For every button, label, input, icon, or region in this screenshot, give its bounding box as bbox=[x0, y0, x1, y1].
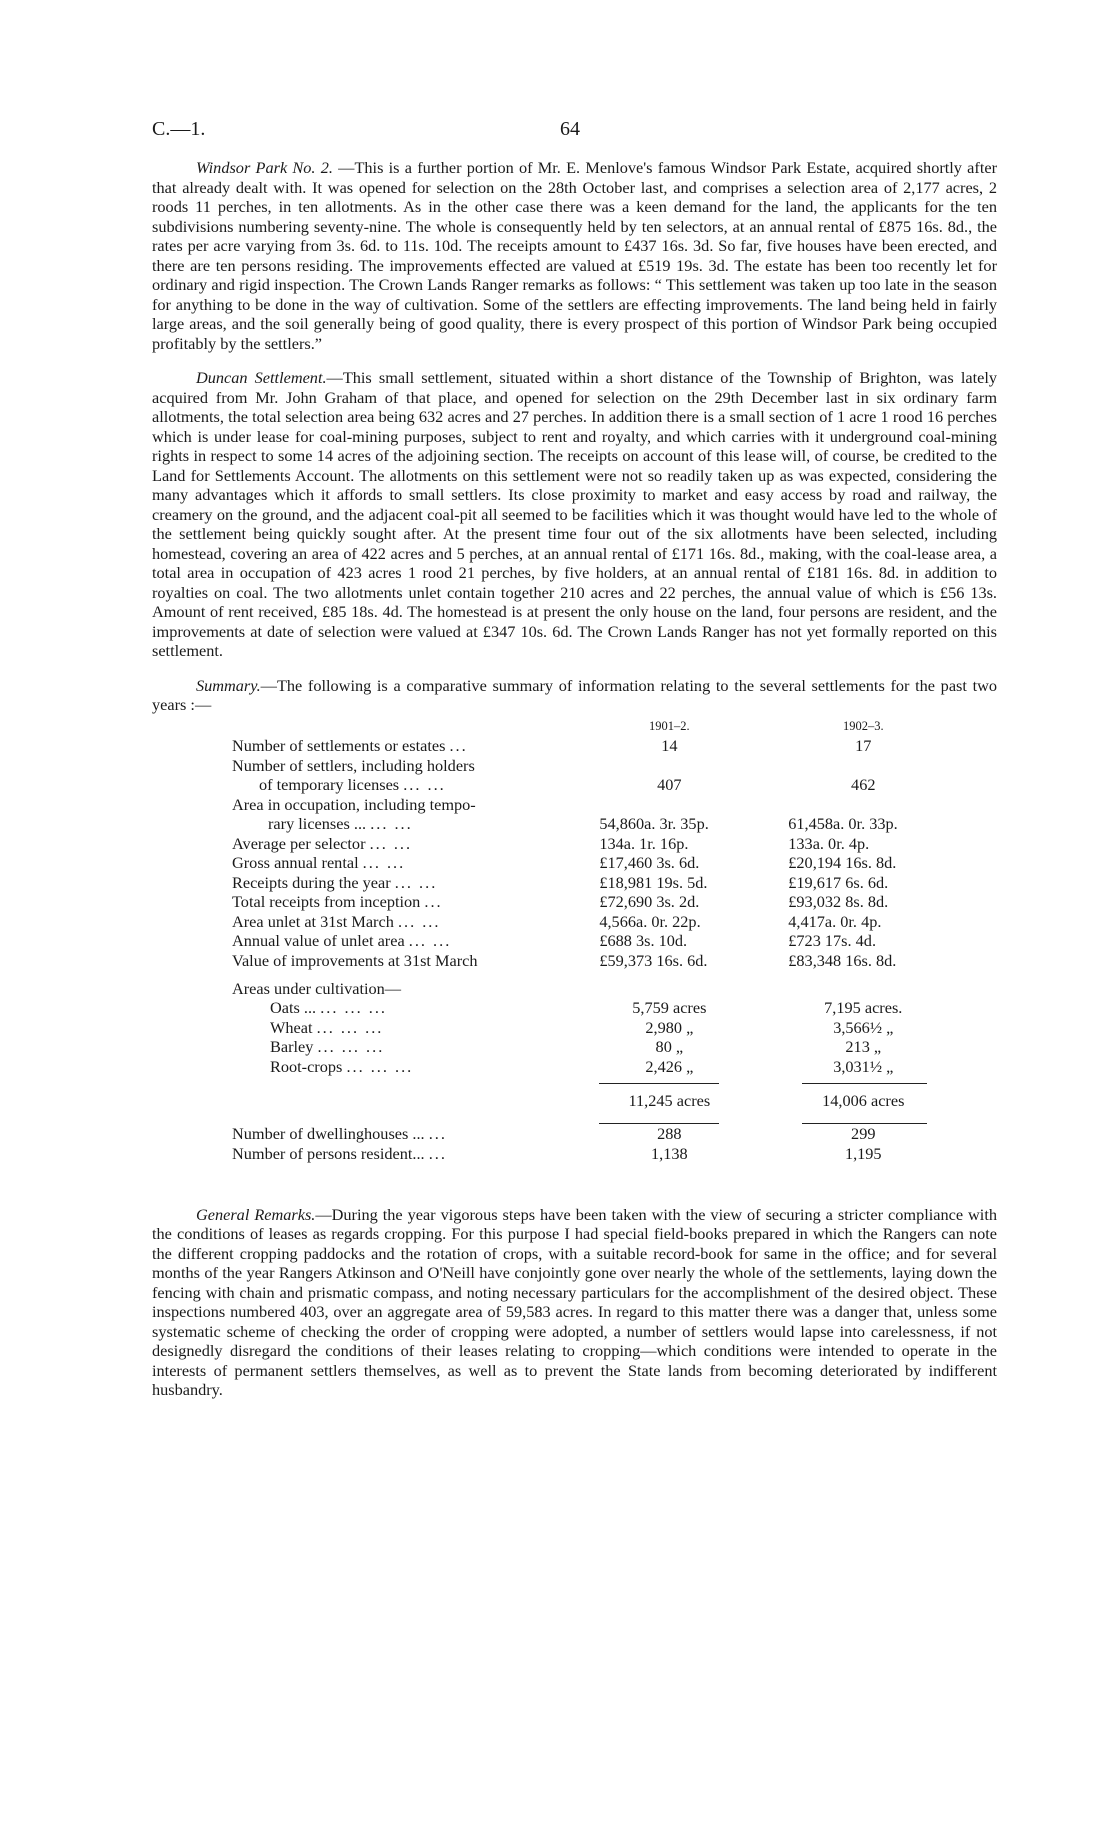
document-page bbox=[152, 118, 997, 1400]
crop-value-1901: 5,759 acres bbox=[632, 998, 707, 1017]
row-label: Number of dwellinghouses ... bbox=[232, 1124, 425, 1143]
table-row bbox=[232, 873, 997, 893]
row-dots: ... ... bbox=[369, 833, 413, 853]
value-1901: £17,460 3s. 6d. bbox=[599, 853, 700, 872]
table-row bbox=[232, 814, 997, 834]
value-1901: 14 bbox=[661, 736, 678, 755]
row-dots: ... ... ... bbox=[316, 1017, 384, 1037]
row-dots: ... ... bbox=[408, 931, 452, 950]
row-label: rary licenses ... bbox=[268, 814, 367, 833]
value-1902: £20,194 16s. 8d. bbox=[788, 853, 897, 872]
paragraph-text: —This is a further portion of Mr. E. Menlove's famous Windsor Park Estate, acquired shortly after that already dealt with. It was opened for selection on the 28th October last, and comprises a selection area of 2,177 acres, 2 roods 11 perches, in ten allotments. As in the other case there was a keen demand for the land, the applicants for the ten subdivisions numbering seventy-nine. The whole is consequently held by ten selectors, at an annual rental of £875 16s. 8d., the rates per acre varying from 3s. 6d. to 11s. 10d. The receipts amount to £437 16s. 3d. So far, five houses have been erected, and there are ten persons residing. The improvements effected are valued at £519 19s. 3d. The estate has been too recently let for ordinary and rigid inspection. The Crown Lands Ranger remarks as follows: “ This settlement was taken up too late in the season for anything to be done in the way of cultivation. Some of the settlers are effecting improvements. The land being held in fairly large areas, and the soil generally being of good quality, there is every prospect of this portion of Windsor Park being occupied profitably by the settlers.” bbox=[152, 158, 998, 353]
summary-table-wrapper bbox=[152, 715, 997, 1205]
row-label: Number of settlements or estates bbox=[232, 736, 446, 755]
summary-table bbox=[232, 717, 997, 1164]
paragraph-duncan-settlement bbox=[152, 368, 997, 661]
row-dots: ... ... bbox=[397, 911, 441, 931]
value-1902: £19,617 6s. 6d. bbox=[788, 872, 889, 892]
row-label: Receipts during the year bbox=[232, 872, 391, 892]
crop-value-1902: 7,195 acres. bbox=[824, 998, 903, 1017]
crop-row bbox=[232, 998, 997, 1018]
table-row bbox=[232, 912, 997, 932]
total-row bbox=[232, 1084, 997, 1110]
total-1902: 14,006 acres bbox=[822, 1090, 905, 1110]
crop-value-1902: 3,031½ „ bbox=[833, 1056, 894, 1076]
paragraph-windsor-park bbox=[152, 158, 997, 353]
value-1901: 54,860a. 3r. 35p. bbox=[599, 814, 709, 833]
crop-row bbox=[232, 1057, 997, 1077]
crop-value-1902: 3,566½ „ bbox=[833, 1017, 894, 1037]
value-1901: 134a. 1r. 16p. bbox=[599, 833, 689, 853]
table-row bbox=[232, 951, 997, 971]
row-label: Area unlet at 31st March bbox=[232, 911, 394, 931]
row-label: Gross annual rental bbox=[232, 853, 359, 872]
crop-value-1901: 2,980 „ bbox=[645, 1017, 694, 1037]
total-rule-row bbox=[232, 1110, 997, 1124]
year-heading-1901: 1901–2. bbox=[649, 718, 690, 733]
table-row bbox=[232, 736, 997, 756]
row-dots: ... ... ... bbox=[317, 1037, 385, 1056]
row-dots: ... ... bbox=[403, 775, 446, 794]
total-rule-row bbox=[232, 1076, 997, 1084]
row-dots: ... ... ... bbox=[346, 1056, 414, 1076]
row-dots: ... ... ... bbox=[320, 998, 387, 1017]
table-row bbox=[232, 931, 997, 951]
table-row bbox=[232, 892, 997, 912]
row-dots: ... bbox=[424, 892, 443, 911]
row-label: Annual value of unlet area bbox=[232, 931, 405, 950]
paragraph-title: Duncan Settlement. bbox=[196, 368, 327, 387]
section-code: C.—1. bbox=[152, 118, 206, 140]
table-row bbox=[232, 795, 997, 815]
paragraph-text: —This small settlement, situated within a short distance of the Township of Brighton, was lately acquired from Mr. John Graham of that place, and opened for selection on the 29th December last in six ordinary farm allotments, the total selection area being 632 acres and 27 perches. In addition there is a small section of 1 acre 1 rood 16 perches which is under lease for coal-mining purposes, subject to rent and royalty, and which carries with it underground coal-mining rights in respect to some 14 acres of the adjoining section. The receipts on account of this lease will, of course, be credited to the Land for Settlements Account. The allotments on this settlement were not so readily taken up as was expected, considering the many advantages which it affords to small settlers. Its close proximity to market and easy access by road and railway, the creamery on the ground, and the adjacent coal-pit all seemed to be facilities which it was thought would have led to the whole of the settlement being quickly sought after. At the present time four out of the six allotments have been selected, including homestead, covering an area of 422 acres and 5 perches, at an annual rental of £171 16s. 8d., making, with the coal-lease area, a total area in occupation of 423 acres 1 rood 21 perches, by five holders, at an annual rental of £181 16s. 8d. in addition to royalties on coal. The two allotments unlet contain together 210 acres and 22 perches, the annual value of which is £56 13s. Amount of rent received, £85 18s. 4d. The homestead is at present the only house on the land, four persons are resident, and the improvements at date of selection were valued at £347 10s. 6d. The Crown Lands Ranger has not yet formally reported on this settlement. bbox=[152, 368, 998, 660]
crop-value-1902: 213 „ bbox=[845, 1037, 882, 1056]
crop-label: Oats ... bbox=[270, 998, 317, 1017]
row-label: Area in occupation, including tempo- bbox=[232, 794, 476, 814]
page-header bbox=[152, 118, 997, 158]
value-1901: 4,566a. 0r. 22p. bbox=[599, 911, 701, 931]
value-1902: 462 bbox=[851, 775, 876, 794]
row-dots: ... bbox=[428, 1124, 447, 1143]
crop-value-1901: 80 „ bbox=[655, 1037, 684, 1056]
value-1902: 133a. 0r. 4p. bbox=[788, 833, 870, 853]
row-dots: ... bbox=[449, 736, 468, 755]
row-dots: ... ... bbox=[370, 814, 413, 833]
table-row bbox=[232, 1124, 997, 1144]
value-1901: 407 bbox=[657, 775, 682, 794]
table-header-row bbox=[232, 717, 997, 737]
paragraph-text: —The following is a comparative summary of information relating to the several settlements for the past two years :— bbox=[152, 675, 997, 714]
page-number: 64 bbox=[560, 118, 580, 140]
year-heading-1902: 1902–3. bbox=[842, 718, 884, 733]
table-row bbox=[232, 853, 997, 873]
crop-label: Barley bbox=[270, 1037, 314, 1056]
table-row bbox=[232, 1144, 997, 1164]
total-1901: 11,245 acres bbox=[628, 1090, 711, 1110]
value-1901: £59,373 16s. 6d. bbox=[599, 950, 708, 970]
value-1902: £83,348 16s. 8d. bbox=[788, 950, 897, 970]
crop-label: Root-crops bbox=[270, 1056, 343, 1076]
value-1901: £688 3s. 10d. bbox=[599, 931, 688, 950]
table-row bbox=[232, 775, 997, 795]
value-1902: £723 17s. 4d. bbox=[788, 931, 877, 950]
row-label: Number of settlers, including holders bbox=[232, 755, 475, 775]
paragraph-summary bbox=[152, 676, 997, 715]
row-label: Value of improvements at 31st March bbox=[232, 950, 478, 970]
crop-label: Wheat bbox=[270, 1017, 313, 1037]
value-1902: £93,032 8s. 8d. bbox=[788, 892, 889, 911]
value-1902: 17 bbox=[855, 736, 872, 755]
row-label: Number of persons resident... bbox=[232, 1143, 425, 1163]
row-dots: ... bbox=[428, 1143, 447, 1163]
crop-row bbox=[232, 1037, 997, 1057]
value-1901: 1,138 bbox=[651, 1143, 688, 1163]
value-1902: 4,417a. 0r. 4p. bbox=[788, 911, 882, 931]
row-label: Total receipts from inception bbox=[232, 892, 421, 911]
value-1902: 299 bbox=[851, 1124, 876, 1143]
paragraph-title: Summary. bbox=[196, 675, 261, 695]
crop-value-1901: 2,426 „ bbox=[645, 1056, 694, 1076]
table-row bbox=[232, 756, 997, 776]
cultivation-heading-row bbox=[232, 970, 997, 998]
value-1902: 1,195 bbox=[844, 1143, 882, 1163]
row-label: of temporary licenses bbox=[259, 775, 400, 794]
row-dots: ... ... bbox=[394, 872, 438, 892]
crop-row bbox=[232, 1018, 997, 1038]
paragraph-text: —During the year vigorous steps have been taken with the view of securing a stricter compliance with the conditions of leases as regards cropping. For this purpose I had special field-books prepared in which the Rangers can note the different cropping paddocks and the rotation of crops, with a suitable record-book for same in the office; and for several months of the year Rangers Atkinson and O'Neill have conjointly gone over nearly the whole of the settlements, laying down the fencing with chain and prismatic compass, and noting necessary particulars for the accomplishment of the desired object. These inspections numbered 403, over an aggregate area of 59,583 acres. In regard to this matter there was a danger that, unless some systematic scheme of checking the order of cropping were adopted, a number of settlers would lapse into carelessness, if not designedly disregard the conditions of their leases relating to cropping—which conditions were intended to operate in the interests of permanent settlers themselves, as well as to prevent the State lands from becoming deteriorated by indifferent husbandry. bbox=[152, 1204, 997, 1399]
row-dots: ... ... bbox=[362, 853, 406, 872]
row-label: Average per selector bbox=[232, 833, 366, 853]
paragraph-general-remarks bbox=[152, 1205, 997, 1400]
value-1901: £18,981 19s. 5d. bbox=[599, 872, 708, 892]
value-1901: 288 bbox=[657, 1124, 682, 1143]
cultivation-heading: Areas under cultivation— bbox=[232, 978, 402, 998]
paragraph-title: Windsor Park No. 2. bbox=[196, 158, 333, 177]
paragraph-title: General Remarks. bbox=[196, 1204, 316, 1224]
table-row bbox=[232, 834, 997, 854]
value-1902: 61,458a. 0r. 33p. bbox=[788, 814, 898, 833]
value-1901: £72,690 3s. 2d. bbox=[599, 892, 700, 911]
